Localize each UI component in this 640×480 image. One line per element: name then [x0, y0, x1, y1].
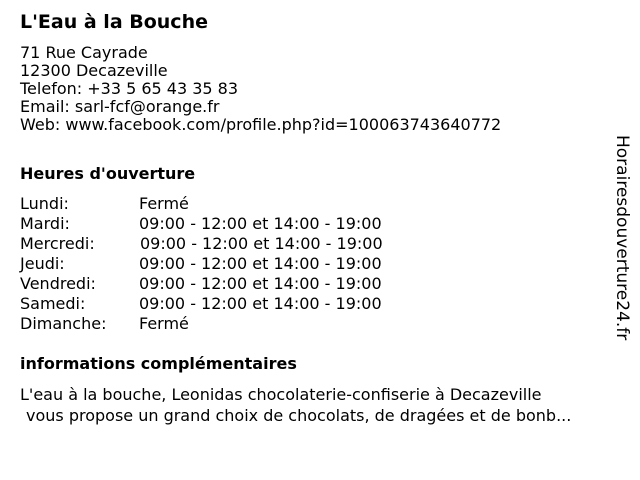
hours-heading: Heures d'ouverture	[20, 164, 196, 183]
day-hours: 09:00 - 12:00 et 14:00 - 19:00	[139, 294, 382, 313]
address-street: 71 Rue Cayrade	[20, 43, 148, 62]
day-hours: Fermé	[139, 194, 189, 213]
address-city: 12300 Decazeville	[20, 61, 168, 80]
day-label: Samedi:	[20, 294, 86, 313]
website-url: Web: www.facebook.com/profile.php?id=100063743640772	[20, 115, 502, 134]
site-watermark: Horairesdouverture24.fr	[612, 135, 632, 341]
day-label: Lundi:	[20, 194, 69, 213]
description-line: L'eau à la bouche, Leonidas chocolaterie-confiserie à Decazeville	[20, 385, 542, 404]
description-line: vous propose un grand choix de chocolats, de dragées et de bonb...	[26, 406, 572, 425]
day-hours: 09:00 - 12:00 et 14:00 - 19:00	[139, 274, 382, 293]
email-address: Email: sarl-fcf@orange.fr	[20, 97, 220, 116]
day-hours: Fermé	[139, 314, 189, 333]
day-hours: 09:00 - 12:00 et 14:00 - 19:00	[140, 234, 383, 253]
phone-number: Telefon: +33 5 65 43 35 83	[20, 79, 239, 98]
business-description	[20, 384, 571, 426]
day-hours: 09:00 - 12:00 et 14:00 - 19:00	[139, 214, 382, 233]
day-label: Mercredi:	[20, 234, 95, 253]
day-label: Dimanche:	[20, 314, 107, 333]
business-name: L'Eau à la Bouche	[20, 11, 208, 33]
day-label: Jeudi:	[20, 254, 65, 273]
day-hours: 09:00 - 12:00 et 14:00 - 19:00	[139, 254, 382, 273]
contact-block	[20, 44, 501, 134]
day-label: Vendredi:	[20, 274, 96, 293]
info-heading: informations complémentaires	[20, 354, 297, 373]
day-label: Mardi:	[20, 214, 70, 233]
